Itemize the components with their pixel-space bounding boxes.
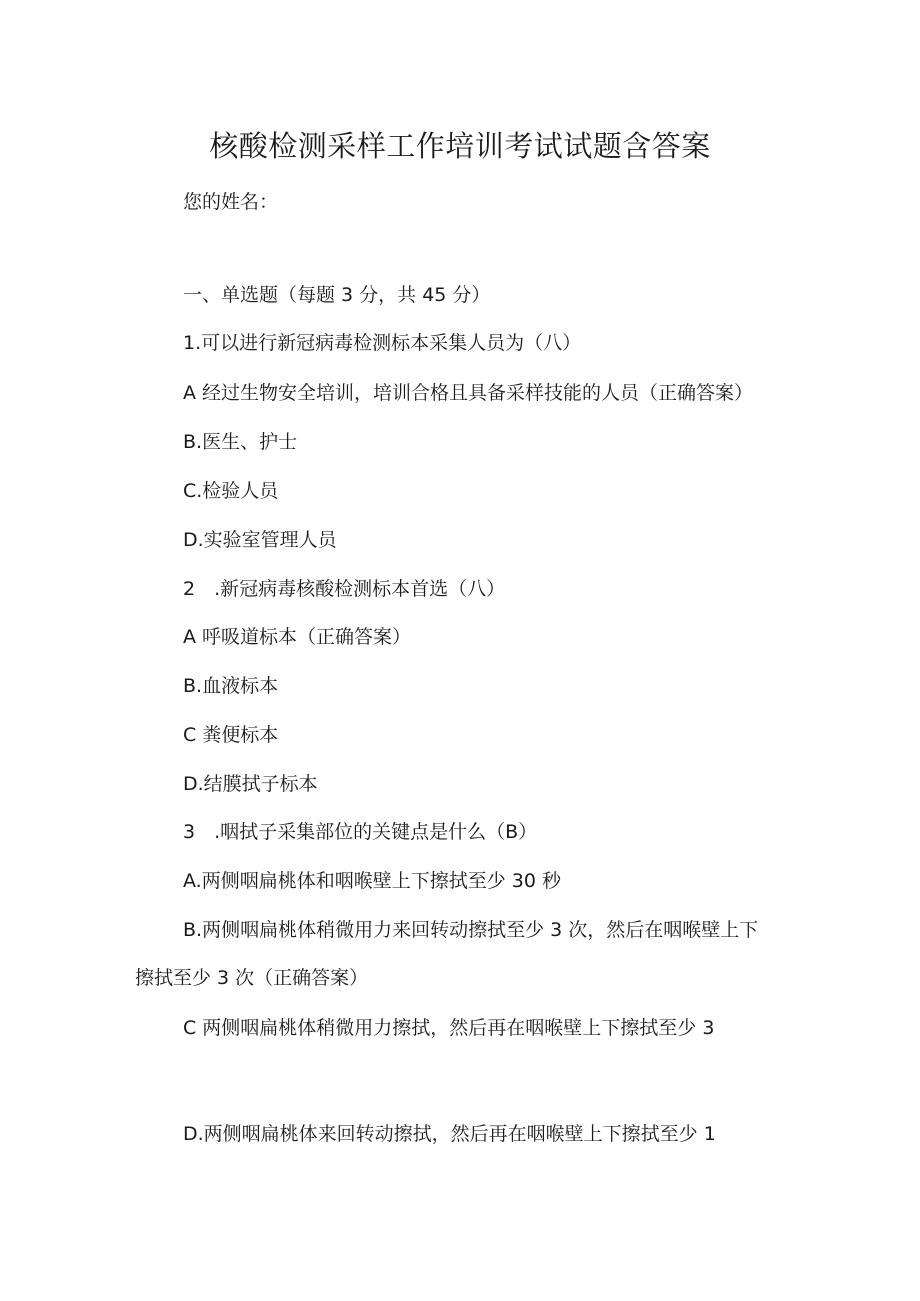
- q2-option-a: A 呼吸道标本（正确答案）: [183, 626, 412, 648]
- q1-option-a: A 经过生物安全培训，培训合格且具备采样技能的人员（正确答案）: [183, 382, 754, 404]
- q3-option-b-continued: 擦拭至少 3 次（正确答案）: [135, 967, 369, 989]
- document-title: 核酸检测采样工作培训考试试题含答案: [209, 129, 711, 163]
- q1-option-b: B.医生、护士: [183, 431, 298, 453]
- q3-option-c: C 两侧咽扁桃体稍微用力擦拭，然后再在咽喉壁上下擦拭至少 3: [183, 1017, 715, 1039]
- q2-option-b: B.血液标本: [183, 675, 279, 697]
- q3-option-a: A.两侧咽扁桃体和咽喉壁上下擦拭至少 30 秒: [183, 870, 561, 892]
- q1-option-d: D.实验室管理人员: [183, 529, 337, 551]
- q3-option-d: D.两侧咽扁桃体来回转动擦拭，然后再在咽喉壁上下擦拭至少 1: [183, 1123, 716, 1145]
- q2-option-d: D.结膜拭子标本: [183, 773, 318, 795]
- section-heading: 一、单选题（每题 3 分，共 45 分）: [183, 284, 491, 306]
- question-1: 1.可以进行新冠病毒检测标本采集人员为（八）: [183, 332, 582, 354]
- name-label: 您的姓名：: [183, 191, 279, 213]
- q3-option-b: B.两侧咽扁桃体稍微用力来回转动擦拭至少 3 次，然后在咽喉壁上下: [183, 919, 759, 941]
- q2-option-c: C 粪便标本: [183, 724, 279, 746]
- question-3: 3 .咽拭子采集部位的关键点是什么（B）: [183, 821, 538, 843]
- question-2: 2 .新冠病毒核酸检测标本首选（八）: [183, 578, 506, 600]
- q1-option-c: C.检验人员: [183, 480, 279, 502]
